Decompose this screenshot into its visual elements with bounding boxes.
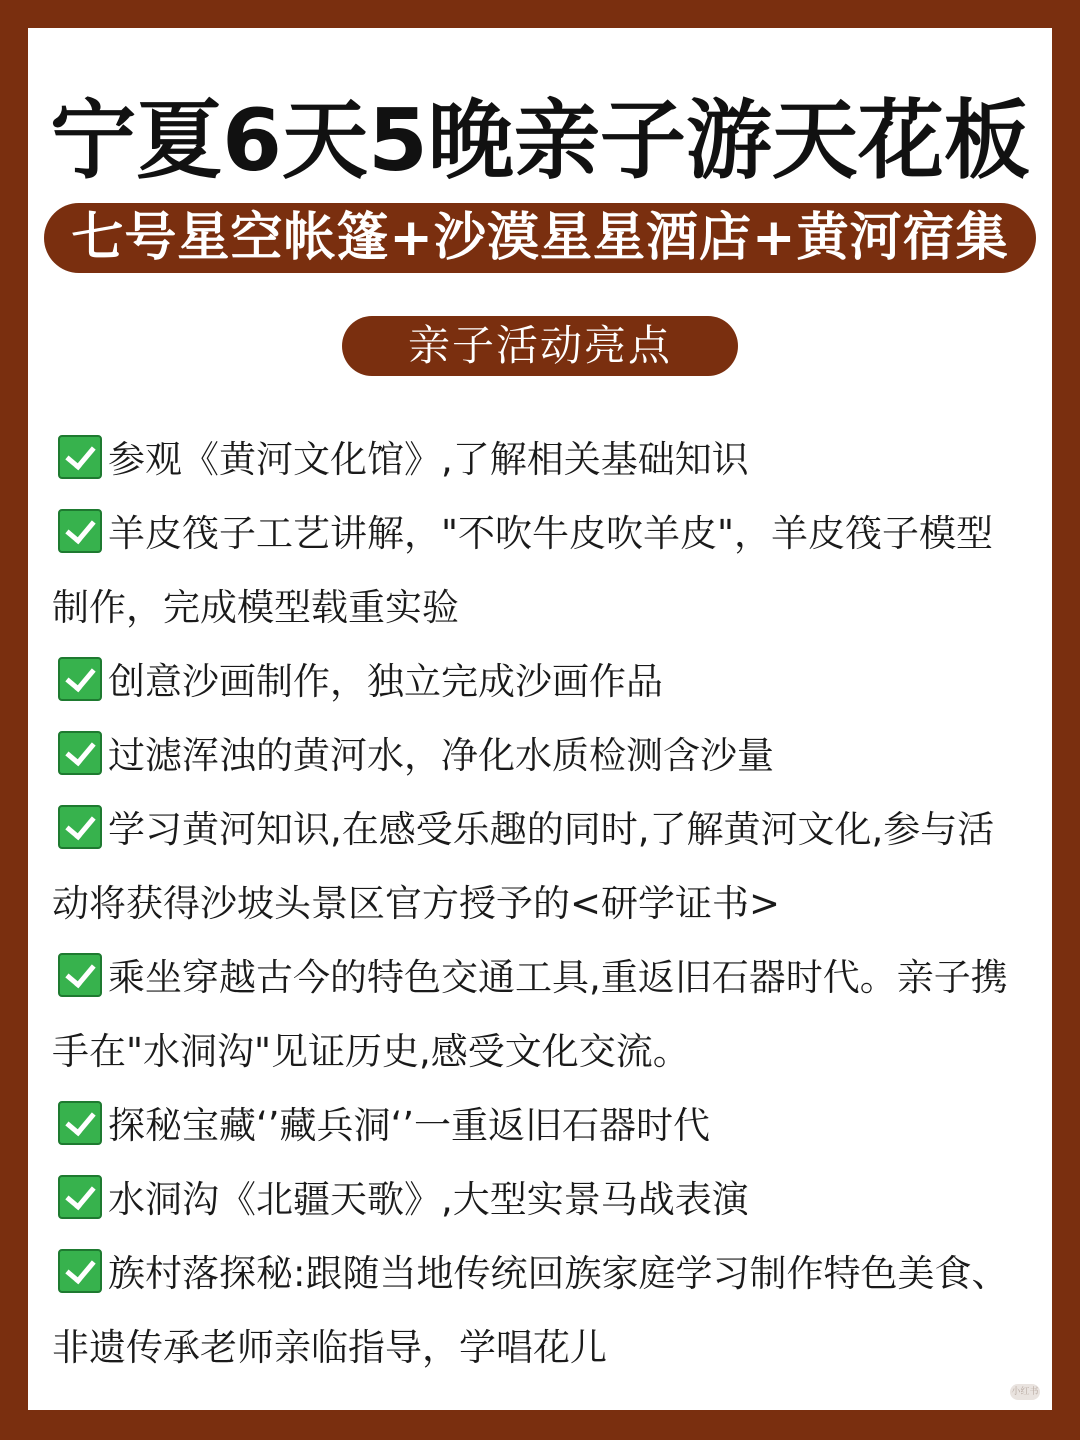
- list-item-text: 过滤浑浊的黄河水，净化水质检测含沙量: [108, 734, 774, 777]
- list-item: [52, 497, 1027, 645]
- check-box-icon: [58, 1249, 102, 1293]
- list-item: [52, 1237, 1027, 1385]
- list-item-text: 探秘宝藏‘’藏兵洞‘’一重返旧石器时代: [108, 1104, 711, 1147]
- poster-title: 宁夏6天5晚亲子游天花板: [50, 91, 1030, 191]
- list-item: [52, 1089, 1027, 1163]
- list-item-text: 水洞沟《北疆天歌》,大型实景马战表演: [108, 1178, 749, 1221]
- list-item-text: 族村落探秘:跟随当地传统回族家庭学习制作特色美食、非遗传承老师亲临指导，学唱花儿: [52, 1252, 1009, 1369]
- list-item-text: 参观《黄河文化馆》,了解相关基础知识: [108, 438, 749, 481]
- list-item: [52, 719, 1027, 793]
- list-item-text: 乘坐穿越古今的特色交通工具,重返旧石器时代。亲子携手在"水洞沟"见证历史,感受文化交流。: [52, 956, 1008, 1073]
- watermark-logo: 小红书: [1010, 1384, 1040, 1400]
- section-heading: 亲子活动亮点: [342, 316, 738, 376]
- list-item: [52, 423, 1027, 497]
- check-box-icon: [58, 435, 102, 479]
- check-box-icon: [58, 1101, 102, 1145]
- list-item: [52, 941, 1027, 1089]
- check-box-icon: [58, 1175, 102, 1219]
- list-item-text: 创意沙画制作，独立完成沙画作品: [108, 660, 663, 703]
- subtitle-banner: 七号星空帐篷+沙漠星星酒店+黄河宿集: [44, 203, 1036, 273]
- check-box-icon: [58, 805, 102, 849]
- check-box-icon: [58, 509, 102, 553]
- list-item: [52, 1163, 1027, 1237]
- list-item-text: 羊皮筏子工艺讲解，"不吹牛皮吹羊皮"，羊皮筏子模型制作，完成模型载重实验: [52, 512, 994, 629]
- list-item-text: 学习黄河知识,在感受乐趣的同时,了解黄河文化,参与活动将获得沙坡头景区官方授予的<研学证书>: [52, 808, 995, 925]
- list-item: [52, 645, 1027, 719]
- check-box-icon: [58, 657, 102, 701]
- check-box-icon: [58, 731, 102, 775]
- poster-card: [28, 28, 1052, 1410]
- check-box-icon: [58, 953, 102, 997]
- activity-list: [52, 423, 1027, 1385]
- list-item: [52, 793, 1027, 941]
